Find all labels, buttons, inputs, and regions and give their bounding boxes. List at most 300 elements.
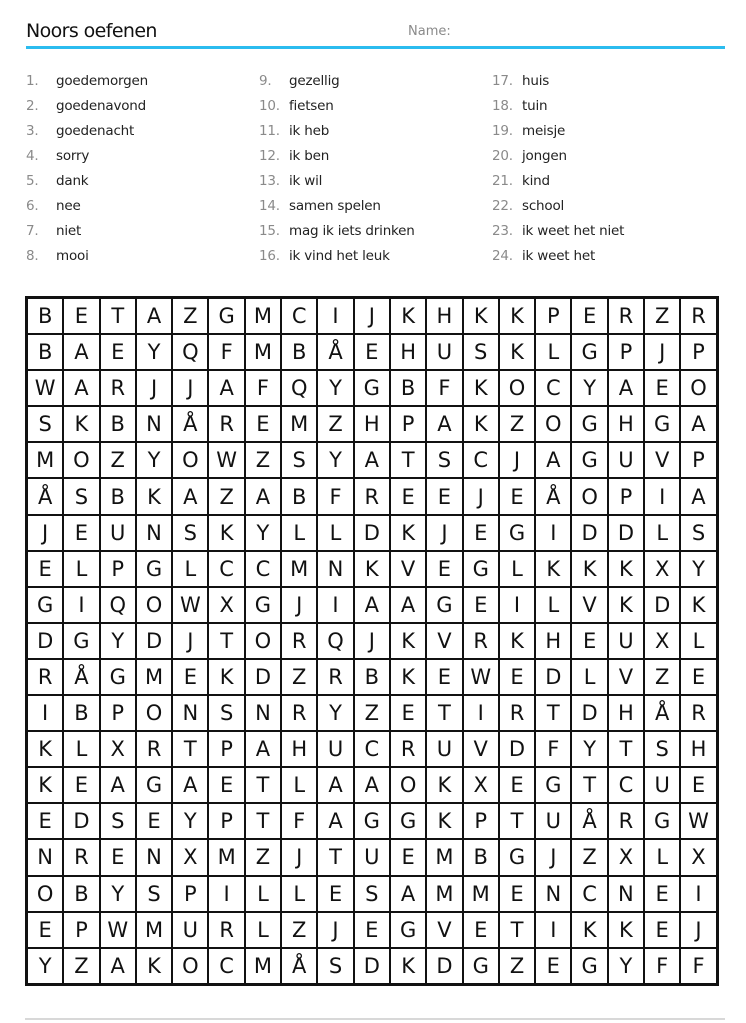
grid-cell[interactable]: S (680, 515, 716, 551)
grid-cell[interactable]: C (245, 551, 281, 587)
grid-cell[interactable]: T (245, 803, 281, 839)
grid-cell[interactable]: J (354, 298, 390, 334)
grid-cell[interactable]: I (317, 587, 353, 623)
grid-cell[interactable]: D (499, 731, 535, 767)
grid-cell[interactable]: Y (100, 623, 136, 659)
grid-cell[interactable]: U (317, 731, 353, 767)
grid-cell[interactable]: Z (100, 442, 136, 478)
grid-cell[interactable]: P (172, 876, 208, 912)
grid-cell[interactable]: O (571, 478, 607, 514)
grid-cell[interactable]: L (172, 551, 208, 587)
grid-cell[interactable]: B (27, 334, 63, 370)
grid-cell[interactable]: J (426, 515, 462, 551)
grid-cell[interactable]: A (317, 767, 353, 803)
grid-cell[interactable]: L (245, 912, 281, 948)
grid-cell[interactable]: J (172, 623, 208, 659)
grid-cell[interactable]: K (463, 298, 499, 334)
grid-cell[interactable]: Å (63, 659, 99, 695)
grid-cell[interactable]: R (281, 695, 317, 731)
grid-cell[interactable]: E (27, 912, 63, 948)
grid-cell[interactable]: E (463, 587, 499, 623)
grid-cell[interactable]: Z (499, 948, 535, 984)
grid-cell[interactable]: V (463, 731, 499, 767)
grid-cell[interactable]: S (27, 406, 63, 442)
grid-cell[interactable]: S (354, 876, 390, 912)
grid-cell[interactable]: V (390, 551, 426, 587)
grid-cell[interactable]: E (136, 803, 172, 839)
grid-cell[interactable]: D (426, 948, 462, 984)
grid-cell[interactable]: L (535, 587, 571, 623)
grid-cell[interactable]: E (571, 623, 607, 659)
grid-cell[interactable]: R (680, 695, 716, 731)
grid-cell[interactable]: F (680, 948, 716, 984)
grid-cell[interactable]: R (27, 659, 63, 695)
grid-cell[interactable]: T (208, 623, 244, 659)
grid-cell[interactable]: P (63, 912, 99, 948)
grid-cell[interactable]: S (208, 695, 244, 731)
grid-cell[interactable]: Y (608, 948, 644, 984)
grid-cell[interactable]: A (245, 731, 281, 767)
grid-cell[interactable]: R (390, 731, 426, 767)
grid-cell[interactable]: R (208, 406, 244, 442)
grid-cell[interactable]: Y (317, 695, 353, 731)
grid-cell[interactable]: F (644, 948, 680, 984)
grid-cell[interactable]: E (463, 515, 499, 551)
grid-cell[interactable]: G (571, 442, 607, 478)
grid-cell[interactable]: V (571, 587, 607, 623)
grid-cell[interactable]: R (608, 298, 644, 334)
grid-cell[interactable]: L (535, 334, 571, 370)
grid-cell[interactable]: G (644, 803, 680, 839)
grid-cell[interactable]: L (281, 876, 317, 912)
grid-cell[interactable]: W (680, 803, 716, 839)
grid-cell[interactable]: H (680, 731, 716, 767)
grid-cell[interactable]: C (463, 442, 499, 478)
grid-cell[interactable]: Z (354, 695, 390, 731)
grid-cell[interactable]: L (245, 876, 281, 912)
grid-cell[interactable]: K (608, 551, 644, 587)
grid-cell[interactable]: D (571, 695, 607, 731)
grid-cell[interactable]: U (426, 334, 462, 370)
grid-cell[interactable]: E (644, 912, 680, 948)
grid-cell[interactable]: L (499, 551, 535, 587)
grid-cell[interactable]: F (208, 334, 244, 370)
grid-cell[interactable]: W (100, 912, 136, 948)
grid-cell[interactable]: G (499, 515, 535, 551)
grid-cell[interactable]: C (535, 370, 571, 406)
grid-cell[interactable]: N (317, 551, 353, 587)
grid-cell[interactable]: E (27, 551, 63, 587)
grid-cell[interactable]: X (208, 587, 244, 623)
grid-cell[interactable]: A (245, 478, 281, 514)
grid-cell[interactable]: R (208, 912, 244, 948)
grid-cell[interactable]: U (535, 803, 571, 839)
grid-cell[interactable]: Y (317, 442, 353, 478)
grid-cell[interactable]: M (27, 442, 63, 478)
grid-cell[interactable]: M (463, 876, 499, 912)
grid-cell[interactable]: E (680, 767, 716, 803)
grid-cell[interactable]: E (644, 370, 680, 406)
grid-cell[interactable]: I (535, 515, 571, 551)
grid-cell[interactable]: Z (499, 406, 535, 442)
grid-cell[interactable]: A (100, 767, 136, 803)
grid-cell[interactable]: W (27, 370, 63, 406)
grid-cell[interactable]: C (208, 948, 244, 984)
grid-cell[interactable]: Å (27, 478, 63, 514)
grid-cell[interactable]: H (390, 334, 426, 370)
grid-cell[interactable]: I (27, 695, 63, 731)
grid-cell[interactable]: Y (680, 551, 716, 587)
grid-cell[interactable]: Q (172, 334, 208, 370)
grid-cell[interactable]: F (281, 803, 317, 839)
grid-cell[interactable]: Z (172, 298, 208, 334)
grid-cell[interactable]: E (390, 839, 426, 875)
grid-cell[interactable]: R (608, 803, 644, 839)
grid-cell[interactable]: A (608, 370, 644, 406)
grid-cell[interactable]: E (499, 478, 535, 514)
grid-cell[interactable]: D (608, 515, 644, 551)
grid-cell[interactable]: S (644, 731, 680, 767)
grid-cell[interactable]: J (281, 839, 317, 875)
grid-cell[interactable]: V (644, 442, 680, 478)
grid-cell[interactable]: M (245, 334, 281, 370)
grid-cell[interactable]: E (644, 876, 680, 912)
grid-cell[interactable]: O (245, 623, 281, 659)
grid-cell[interactable]: G (100, 659, 136, 695)
grid-cell[interactable]: K (499, 334, 535, 370)
grid-cell[interactable]: K (680, 587, 716, 623)
grid-cell[interactable]: G (245, 587, 281, 623)
grid-cell[interactable]: Å (317, 334, 353, 370)
grid-cell[interactable]: W (463, 659, 499, 695)
grid-cell[interactable]: H (354, 406, 390, 442)
grid-cell[interactable]: C (281, 298, 317, 334)
grid-cell[interactable]: K (27, 731, 63, 767)
grid-cell[interactable]: A (535, 442, 571, 478)
grid-cell[interactable]: U (644, 767, 680, 803)
grid-cell[interactable]: V (426, 623, 462, 659)
grid-cell[interactable]: E (317, 876, 353, 912)
grid-cell[interactable]: D (535, 659, 571, 695)
grid-cell[interactable]: E (499, 876, 535, 912)
grid-cell[interactable]: Z (644, 659, 680, 695)
grid-cell[interactable]: B (354, 659, 390, 695)
grid-cell[interactable]: C (608, 767, 644, 803)
grid-cell[interactable]: G (463, 551, 499, 587)
grid-cell[interactable]: Z (281, 659, 317, 695)
grid-cell[interactable]: R (281, 623, 317, 659)
grid-cell[interactable]: L (571, 659, 607, 695)
grid-cell[interactable]: L (281, 515, 317, 551)
grid-cell[interactable]: P (680, 334, 716, 370)
grid-cell[interactable]: Q (317, 623, 353, 659)
grid-cell[interactable]: X (100, 731, 136, 767)
grid-cell[interactable]: P (463, 803, 499, 839)
grid-cell[interactable]: E (63, 298, 99, 334)
grid-cell[interactable]: P (208, 803, 244, 839)
grid-cell[interactable]: K (608, 912, 644, 948)
grid-cell[interactable]: O (535, 406, 571, 442)
grid-cell[interactable]: K (27, 767, 63, 803)
grid-cell[interactable]: T (535, 695, 571, 731)
grid-cell[interactable]: T (317, 839, 353, 875)
grid-cell[interactable]: O (499, 370, 535, 406)
grid-cell[interactable]: B (63, 695, 99, 731)
grid-cell[interactable]: T (245, 767, 281, 803)
grid-cell[interactable]: M (281, 406, 317, 442)
grid-cell[interactable]: G (354, 803, 390, 839)
grid-cell[interactable]: G (535, 767, 571, 803)
grid-cell[interactable]: X (172, 839, 208, 875)
grid-cell[interactable]: J (499, 442, 535, 478)
grid-cell[interactable]: A (172, 767, 208, 803)
grid-cell[interactable]: R (100, 370, 136, 406)
grid-cell[interactable]: Y (571, 370, 607, 406)
grid-cell[interactable]: D (354, 948, 390, 984)
grid-cell[interactable]: K (390, 298, 426, 334)
grid-cell[interactable]: K (463, 406, 499, 442)
grid-cell[interactable]: Z (281, 912, 317, 948)
grid-cell[interactable]: A (63, 370, 99, 406)
grid-cell[interactable]: E (571, 298, 607, 334)
grid-cell[interactable]: G (27, 587, 63, 623)
grid-cell[interactable]: U (426, 731, 462, 767)
grid-cell[interactable]: K (390, 515, 426, 551)
grid-cell[interactable]: B (100, 478, 136, 514)
grid-cell[interactable]: U (608, 623, 644, 659)
grid-cell[interactable]: W (208, 442, 244, 478)
grid-cell[interactable]: A (354, 767, 390, 803)
grid-cell[interactable]: S (317, 948, 353, 984)
grid-cell[interactable]: A (208, 370, 244, 406)
grid-cell[interactable]: L (317, 515, 353, 551)
grid-cell[interactable]: I (463, 695, 499, 731)
grid-cell[interactable]: G (208, 298, 244, 334)
grid-cell[interactable]: E (208, 767, 244, 803)
grid-cell[interactable]: J (27, 515, 63, 551)
grid-cell[interactable]: E (535, 948, 571, 984)
grid-cell[interactable]: A (354, 587, 390, 623)
grid-cell[interactable]: Å (644, 695, 680, 731)
grid-cell[interactable]: R (354, 478, 390, 514)
grid-cell[interactable]: J (644, 334, 680, 370)
grid-cell[interactable]: Y (317, 370, 353, 406)
grid-cell[interactable]: E (680, 659, 716, 695)
grid-cell[interactable]: B (281, 478, 317, 514)
grid-cell[interactable]: M (208, 839, 244, 875)
grid-cell[interactable]: X (680, 839, 716, 875)
grid-cell[interactable]: K (426, 767, 462, 803)
grid-cell[interactable]: B (100, 406, 136, 442)
grid-cell[interactable]: A (390, 587, 426, 623)
grid-cell[interactable]: Y (136, 334, 172, 370)
grid-cell[interactable]: O (390, 767, 426, 803)
grid-cell[interactable]: E (390, 695, 426, 731)
grid-cell[interactable]: Q (100, 587, 136, 623)
grid-cell[interactable]: R (136, 731, 172, 767)
grid-cell[interactable]: N (136, 406, 172, 442)
grid-cell[interactable]: H (608, 695, 644, 731)
grid-cell[interactable]: A (172, 478, 208, 514)
grid-cell[interactable]: Å (535, 478, 571, 514)
grid-cell[interactable]: C (208, 551, 244, 587)
grid-cell[interactable]: K (608, 587, 644, 623)
grid-cell[interactable]: Z (644, 298, 680, 334)
grid-cell[interactable]: Y (136, 442, 172, 478)
grid-cell[interactable]: J (281, 587, 317, 623)
grid-cell[interactable]: B (463, 839, 499, 875)
grid-cell[interactable]: P (608, 478, 644, 514)
grid-cell[interactable]: E (27, 803, 63, 839)
grid-cell[interactable]: P (100, 551, 136, 587)
grid-cell[interactable]: K (499, 298, 535, 334)
grid-cell[interactable]: M (136, 912, 172, 948)
grid-cell[interactable]: B (281, 334, 317, 370)
grid-cell[interactable]: D (27, 623, 63, 659)
grid-cell[interactable]: E (63, 767, 99, 803)
grid-cell[interactable]: K (208, 515, 244, 551)
grid-cell[interactable]: G (571, 334, 607, 370)
grid-cell[interactable]: Z (245, 442, 281, 478)
grid-cell[interactable]: S (281, 442, 317, 478)
grid-cell[interactable]: Y (27, 948, 63, 984)
grid-cell[interactable]: E (245, 406, 281, 442)
grid-cell[interactable]: A (680, 406, 716, 442)
grid-cell[interactable]: E (426, 551, 462, 587)
grid-cell[interactable]: N (136, 839, 172, 875)
grid-cell[interactable]: G (571, 406, 607, 442)
grid-cell[interactable]: A (317, 803, 353, 839)
grid-cell[interactable]: I (644, 478, 680, 514)
grid-cell[interactable]: I (499, 587, 535, 623)
grid-cell[interactable]: P (608, 334, 644, 370)
grid-cell[interactable]: T (608, 731, 644, 767)
grid-cell[interactable]: X (644, 551, 680, 587)
grid-cell[interactable]: S (463, 334, 499, 370)
grid-cell[interactable]: M (426, 876, 462, 912)
grid-cell[interactable]: E (100, 334, 136, 370)
grid-cell[interactable]: L (63, 731, 99, 767)
grid-cell[interactable]: M (136, 659, 172, 695)
grid-cell[interactable]: U (172, 912, 208, 948)
grid-cell[interactable]: D (571, 515, 607, 551)
grid-cell[interactable]: S (426, 442, 462, 478)
grid-cell[interactable]: T (499, 803, 535, 839)
grid-cell[interactable]: A (680, 478, 716, 514)
grid-cell[interactable]: I (535, 912, 571, 948)
grid-cell[interactable]: R (463, 623, 499, 659)
grid-cell[interactable]: T (100, 298, 136, 334)
grid-cell[interactable]: R (63, 839, 99, 875)
grid-cell[interactable]: K (426, 803, 462, 839)
grid-cell[interactable]: I (208, 876, 244, 912)
grid-cell[interactable]: Y (245, 515, 281, 551)
grid-cell[interactable]: K (535, 551, 571, 587)
grid-cell[interactable]: L (644, 515, 680, 551)
grid-cell[interactable]: K (499, 623, 535, 659)
grid-cell[interactable]: Z (208, 478, 244, 514)
grid-cell[interactable]: B (27, 298, 63, 334)
grid-cell[interactable]: H (426, 298, 462, 334)
grid-cell[interactable]: Y (100, 876, 136, 912)
grid-cell[interactable]: O (136, 587, 172, 623)
grid-cell[interactable]: M (281, 551, 317, 587)
grid-cell[interactable]: P (680, 442, 716, 478)
grid-cell[interactable]: X (608, 839, 644, 875)
grid-cell[interactable]: P (390, 406, 426, 442)
grid-cell[interactable]: J (136, 370, 172, 406)
grid-cell[interactable]: O (172, 948, 208, 984)
grid-cell[interactable]: I (680, 876, 716, 912)
grid-cell[interactable]: E (426, 478, 462, 514)
grid-cell[interactable]: G (426, 587, 462, 623)
grid-cell[interactable]: K (571, 551, 607, 587)
grid-cell[interactable]: K (390, 623, 426, 659)
grid-cell[interactable]: K (390, 659, 426, 695)
grid-cell[interactable]: K (136, 478, 172, 514)
grid-cell[interactable]: Z (63, 948, 99, 984)
grid-cell[interactable]: O (136, 695, 172, 731)
grid-cell[interactable]: V (608, 659, 644, 695)
grid-cell[interactable]: N (136, 515, 172, 551)
grid-cell[interactable]: A (354, 442, 390, 478)
grid-cell[interactable]: Y (172, 803, 208, 839)
grid-cell[interactable]: E (63, 515, 99, 551)
grid-cell[interactable]: X (463, 767, 499, 803)
grid-cell[interactable]: P (208, 731, 244, 767)
grid-cell[interactable]: R (317, 659, 353, 695)
grid-cell[interactable]: H (608, 406, 644, 442)
grid-cell[interactable]: K (208, 659, 244, 695)
grid-cell[interactable]: A (426, 406, 462, 442)
grid-cell[interactable]: T (499, 912, 535, 948)
grid-cell[interactable]: X (644, 623, 680, 659)
grid-cell[interactable]: C (354, 731, 390, 767)
grid-cell[interactable]: G (390, 803, 426, 839)
grid-cell[interactable]: B (63, 876, 99, 912)
grid-cell[interactable]: K (63, 406, 99, 442)
grid-cell[interactable]: D (354, 515, 390, 551)
grid-cell[interactable]: D (63, 803, 99, 839)
grid-cell[interactable]: E (354, 334, 390, 370)
grid-cell[interactable]: S (172, 515, 208, 551)
grid-cell[interactable]: D (245, 659, 281, 695)
grid-cell[interactable]: P (100, 695, 136, 731)
grid-cell[interactable]: E (100, 839, 136, 875)
grid-cell[interactable]: U (354, 839, 390, 875)
grid-cell[interactable]: L (63, 551, 99, 587)
grid-cell[interactable]: O (27, 876, 63, 912)
grid-cell[interactable]: I (317, 298, 353, 334)
grid-cell[interactable]: M (426, 839, 462, 875)
grid-cell[interactable]: H (535, 623, 571, 659)
grid-cell[interactable]: H (281, 731, 317, 767)
grid-cell[interactable]: T (172, 731, 208, 767)
grid-cell[interactable]: U (100, 515, 136, 551)
grid-cell[interactable]: E (426, 659, 462, 695)
grid-cell[interactable]: S (63, 478, 99, 514)
grid-cell[interactable]: J (535, 839, 571, 875)
grid-cell[interactable]: G (136, 551, 172, 587)
grid-cell[interactable]: M (245, 298, 281, 334)
grid-cell[interactable]: G (390, 912, 426, 948)
grid-cell[interactable]: F (426, 370, 462, 406)
grid-cell[interactable]: N (608, 876, 644, 912)
grid-cell[interactable]: J (317, 912, 353, 948)
grid-cell[interactable]: S (100, 803, 136, 839)
grid-cell[interactable]: D (136, 623, 172, 659)
grid-cell[interactable]: G (644, 406, 680, 442)
